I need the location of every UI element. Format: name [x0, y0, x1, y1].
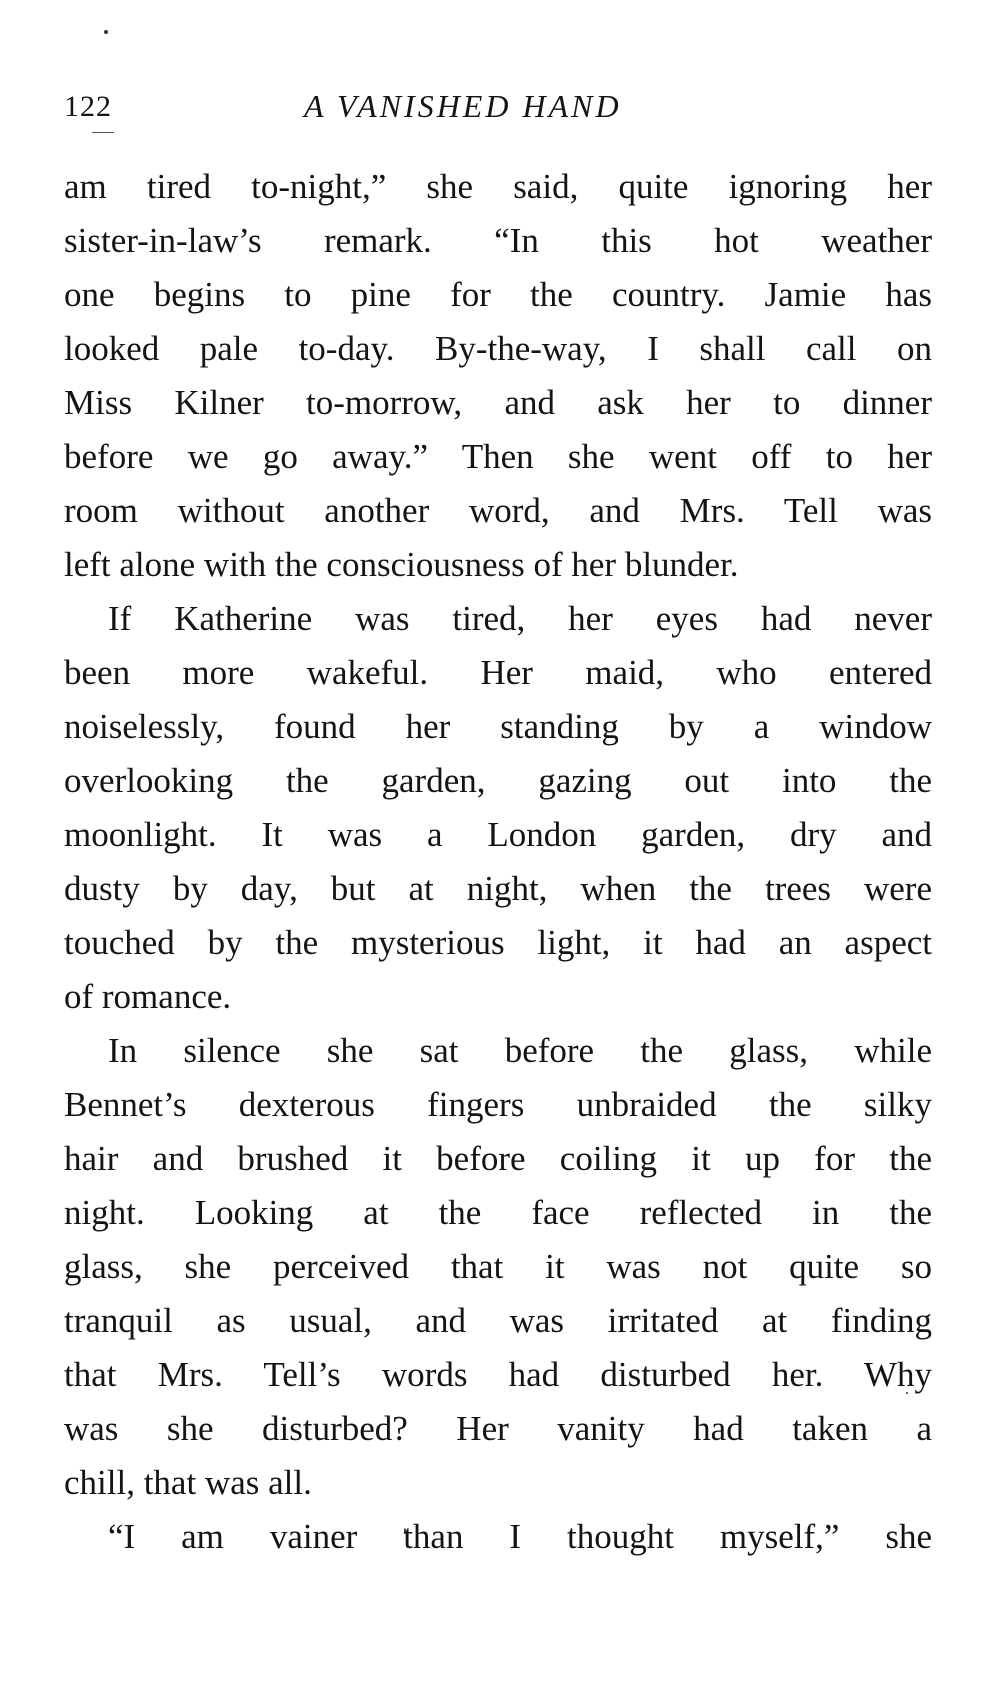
text-line: looked pale to-day. By-the-way, I shall call on — [64, 329, 932, 368]
text-line: noiselessly, found her standing by a window — [64, 707, 932, 746]
text-line: dusty by day, but at night, when the trees were — [64, 869, 932, 908]
text-line: hair and brushed it before coiling it up for the — [64, 1139, 932, 1178]
page-number: 122 — [64, 90, 112, 123]
text-line: am tired to-night,” she said, quite ignoring her — [64, 167, 932, 206]
text-line: left alone with the consciousness of her blunder. — [64, 545, 739, 584]
text-line: night. Looking at the face reflected in the — [64, 1193, 932, 1232]
text-line: room without another word, and Mrs. Tell was — [64, 491, 932, 530]
text-line: before we go away.” Then she went off to her — [64, 437, 932, 476]
text-line: been more wakeful. Her maid, who entered — [64, 653, 932, 692]
text-line: sister-in-law’s remark. “In this hot weather — [64, 221, 932, 260]
text-line: glass, she perceived that it was not quite so — [64, 1247, 932, 1286]
page-number-rule — [92, 132, 114, 133]
running-head — [64, 88, 932, 132]
ink-speck — [104, 30, 108, 34]
text-line: chill, that was all. — [64, 1463, 312, 1502]
running-title: A VANISHED HAND — [304, 88, 622, 124]
text-line: tranquil as usual, and was irritated at finding — [64, 1301, 932, 1340]
body-text — [64, 160, 932, 1564]
paragraph-first-line: “I am vainer than I thought myself,” she — [108, 1517, 932, 1556]
paragraph-first-line: If Katherine was tired, her eyes had never — [108, 599, 932, 638]
text-line: Miss Kilner to-morrow, and ask her to dinner — [64, 383, 932, 422]
text-line: overlooking the garden, gazing out into the — [64, 761, 932, 800]
text-line: one begins to pine for the country. Jamie has — [64, 275, 932, 314]
text-line: of romance. — [64, 977, 232, 1016]
text-line: touched by the mysterious light, it had an aspect — [64, 923, 932, 962]
text-line: was she disturbed? Her vanity had taken a — [64, 1409, 932, 1448]
text-line: Bennet’s dexterous fingers unbraided the silky — [64, 1085, 932, 1124]
text-line: moonlight. It was a London garden, dry and — [64, 815, 932, 854]
text-line: that Mrs. Tell’s words had disturbed her. Why — [64, 1355, 932, 1394]
paragraph-first-line: In silence she sat before the glass, while — [108, 1031, 932, 1070]
